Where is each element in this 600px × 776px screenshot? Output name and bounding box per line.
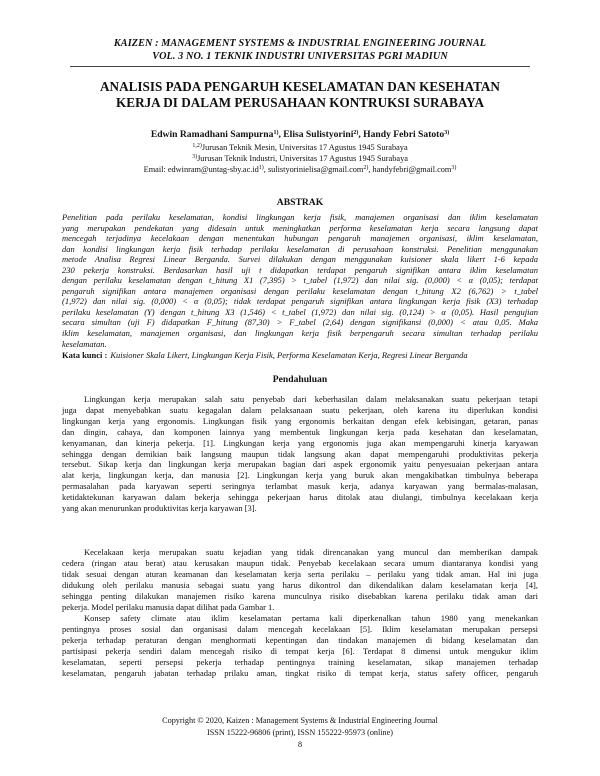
footer-copyright: Copyright © 2020, Kaizen : Management Systems & Industrial Engineering Journal <box>162 716 438 725</box>
author-3-marker: 3) <box>444 130 450 136</box>
paragraph-1 <box>62 394 538 514</box>
abstract-line: dengan perilaku keselamatan dengan t_hitung X1 (7,395) > t_tabel (1,972) dan nilai sig. (0,000) < α (0,05); terdapat <box>62 275 538 286</box>
abstract-line: dan kondisi lingkungan kerja fisik terhadap perilaku keselamatan di perusahaan konstruksi. Penelitian menggunakan <box>62 243 538 254</box>
paragraph-line: Kecelakaan kerja merupakan suatu kejadian yang tidak direncanakan yang muncul dan memberikan dampak <box>84 547 538 557</box>
paragraph-line: cedera (ringan atau berat) atau kerusakan maupun tidak. Penyebab kecelakaan secara umum diantaranya kondisi yang <box>62 557 538 568</box>
paragraph-line: juga dapat menyebabkan suatu kegagalan dalam pelaksanaan suatu pekerjaan, oleh karena itu diperlukan kondisi <box>62 404 538 415</box>
abstract-line: perilaku keselamatan (Y) dengan t_hitung X3 (1,546) < t_tabel (1,972) dan nilai sig. (0,124) > α (0,05). Hasil pengujian <box>62 306 538 317</box>
journal-header-line1: KAIZEN : MANAGEMENT SYSTEMS & INDUSTRIAL ENGINEERING JOURNAL <box>113 38 487 49</box>
paragraph-line: pekerja. Model perilaku manusia dapat dilihat pada Gambar 1. <box>62 601 275 612</box>
paragraph-line: lingkungan kerja yang ergonomis. Lingkungan fisik yang ergonomis berkaitan dengan efek kebisingan, getaran, panas <box>62 415 538 426</box>
abstract-line: yang merupakan pendekatan yang didesain untuk meningkatkan performa keselamatan kerja secara langsung dapat <box>62 222 538 233</box>
abstract-line: mencegah terjadinya kecelakaan dengan menentukan hubungan pengaruh manajemen organisasi, iklim keselamatan, <box>62 233 538 244</box>
paragraph-line: keselamatan, seperti persepsi pekerja terhadap pentingnya training keselamatan, sikap manajemen terhadap <box>62 656 538 667</box>
abstract-line: 230 pekerja konstruksi. Berdasarkan hasil uji t didapatkan terdapat pengaruh signifikan antara iklim keselamatan <box>62 264 538 275</box>
abstract-line: keselamatan. <box>62 338 107 349</box>
paragraph-line: Konsep safety climate atau iklim keselamatan pertama kali diperkenalkan tahun 1980 yang menekankan <box>84 613 538 623</box>
paragraph-line: alat kerja, lingkungan kerja, dan manusia [2]. Lingkungan kerja yang buruk akan mengakibatkan timbulnya beberapa <box>62 470 538 481</box>
paper-title-line2: KERJA DI DALAM PERUSAHAAN KONTRUKSI SURABAYA <box>116 95 484 110</box>
paragraph-line: permasalahan pada karyawan seperti seringnya terlambat masuk kerja, adanya karyawan yang bermalas-malasan, <box>62 481 538 492</box>
paragraph-line: pentingnya proses sosial dan organisasi dalam mencegah kecelakaan [5]. Iklim keselamatan merupakan persepsi <box>62 623 538 634</box>
keywords-text: Kuisioner Skala Likert, Lingkungan Kerja Fisik, Performa Keselamatan Kerja, Regresi Linear Berganda <box>110 350 468 360</box>
email-1: edwinram@untag-sby.ac.id <box>167 165 259 174</box>
email-2: , sulistyorinielisa@gmail.com <box>263 165 364 174</box>
abstract-line: iklim keselamatan, manajemen organisasi, dan lingkungan kerja fisik berpengaruh secara simultan terhadap perilaku <box>62 328 538 339</box>
abstract-body <box>62 212 538 349</box>
section-heading: Pendahuluan <box>272 374 328 385</box>
author-1: Edwin Ramadhani Sampurna <box>150 129 274 140</box>
paragraph-line: ketidaktekunan karyawan dalam bekerja sehingga pekerjaan harus ditolak atau diulangi, timbulnya kecelakaan kerja <box>62 492 538 503</box>
paragraph-line: yang akan menurunkan produktivitas kerja karyawan [3]. <box>62 503 257 514</box>
author-1-marker: 1) <box>273 130 279 136</box>
author-list <box>60 129 540 140</box>
author-3: Handy Febri Satoto <box>363 129 445 140</box>
author-2: Elisa Sulistyorini <box>283 129 354 140</box>
paragraph-line: keselamatan, pengaruh jabatan terhadap prilaku aman, tingkat risiko di tempat kerja, status safety officer, pengaruh <box>62 667 538 678</box>
abstract-line: pengaruh signifikan antara manajemen organisasi dengan perilaku keselamatan dengan t_hitung X2 (6,762) > t_tabel <box>62 285 538 296</box>
author-sep: , <box>278 129 284 140</box>
paragraph-line: Lingkungan kerja merupakan salah satu penyebab dari keberhasilan dalam melaksanakan suatu pekerjaan tetapi <box>84 394 538 404</box>
journal-header-line2: VOL. 3 NO. 1 TEKNIK INDUSTRI UNIVERSITAS PGRI MADIUN <box>152 51 448 62</box>
paragraph-2 <box>62 547 538 612</box>
affiliation-2: $^{3)}$Jurusan Teknik Industri, Universitas 17 Agustus 1945 Surabaya <box>192 154 408 163</box>
paragraph-3 <box>62 613 538 678</box>
paragraph-line: tersebut. Sikap kerja dan lingkungan kerja merupakan bagian dari aspek ergonomik yaitu penyesuaian pekerjaan antara <box>62 459 538 470</box>
abstract-line: Penelitian pada perilaku keselamatan, kondisi lingkungan kerja fisik, manajemen organisasi dan iklim keselamatan <box>62 212 538 222</box>
paragraph-line: didukung oleh perilaku manusia sebagai suatu yang harus dikontrol dan dikendalikan dalam keselamatan kerja [4], <box>62 579 538 590</box>
page-number: 8 <box>297 740 303 749</box>
author-2-marker: 2) <box>353 130 359 136</box>
keywords <box>62 350 468 360</box>
paragraph-line: tidak sesuai dengan aturan keamanan dan keselamatan kerja serta perilaku – perilaku yang tidak aman. Hal ini juga <box>62 568 538 579</box>
header-rule <box>70 66 530 67</box>
author-sep: , <box>358 129 364 140</box>
abstract-line: secara simultan (uji F) didapatkan F_hitung (87,30) > F_tabel (2,64) dengan signifikansi (0,000) < atau 0,05. Maka <box>62 317 538 328</box>
paragraph-line: partisipasi pekerja sendiri dalam mencegah risiko di tempat kerja [6]. Terdapat 8 dimensi untuk mengukur iklim <box>62 645 538 656</box>
paper-title-line1: ANALISIS PADA PENGARUH KESELAMATAN DAN KESEHATAN <box>100 79 500 94</box>
email-line: Email: $edwinram@untag-sby.ac.id^{1)}$, sulistyorinielisa@gmail.com$^{2)}$, handyfebri@gmail.com$^{3)}$ <box>143 165 457 174</box>
paragraph-line: kenyamanan, dan kinerja pekerja. [1]. Lingkungan kerja yang ergonomis juga akan mempengaruhi kinerja karyawan <box>62 437 538 448</box>
paragraph-line: sehingga dengan demikian baik langsung maupun tidak langsung akan dapat mempengaruhi produktivitas pekerja <box>62 448 538 459</box>
footer-issn: ISSN 15222-96806 (print), ISSN 155222-95973 (online) <box>206 728 394 737</box>
keywords-label: Kata kunci : <box>62 350 108 360</box>
abstract-line: metode Analisa Regresi Linear Berganda. Survei dilakukan dengan menggunakan kuisioner skala likert 1-6 kepada <box>62 254 538 265</box>
email-3: , handyfebri@gmail.com <box>368 165 452 174</box>
abstract-heading: ABSTRAK <box>276 197 324 208</box>
affiliation-1: $^{1,2)}$Jurusan Teknik Mesin, Universitas 17 Agustus 1945 Surabaya <box>192 143 408 152</box>
paragraph-line: dan dingin, cahaya, dan komponen lainnya yang membentuk lingkungan kerja pada kesehatan dan keselamatan, <box>62 426 538 437</box>
paragraph-line: sehingga penting dilakukan manajemen risiko karena munculnya risiko disebabkan karena perilaku tidak aman dari <box>62 590 538 601</box>
abstract-line: (1,972) dan nilai sig. (0,000) < α (0,05); tidak terdapat pengaruh signifikan antara lingkungan kerja fisik (X3) terhadap <box>62 296 538 307</box>
paragraph-line: pekerja terhadap peraturan dengan menghormati kepentingan dan tindakan manajemen di bidang keselamatan dan <box>62 634 538 645</box>
